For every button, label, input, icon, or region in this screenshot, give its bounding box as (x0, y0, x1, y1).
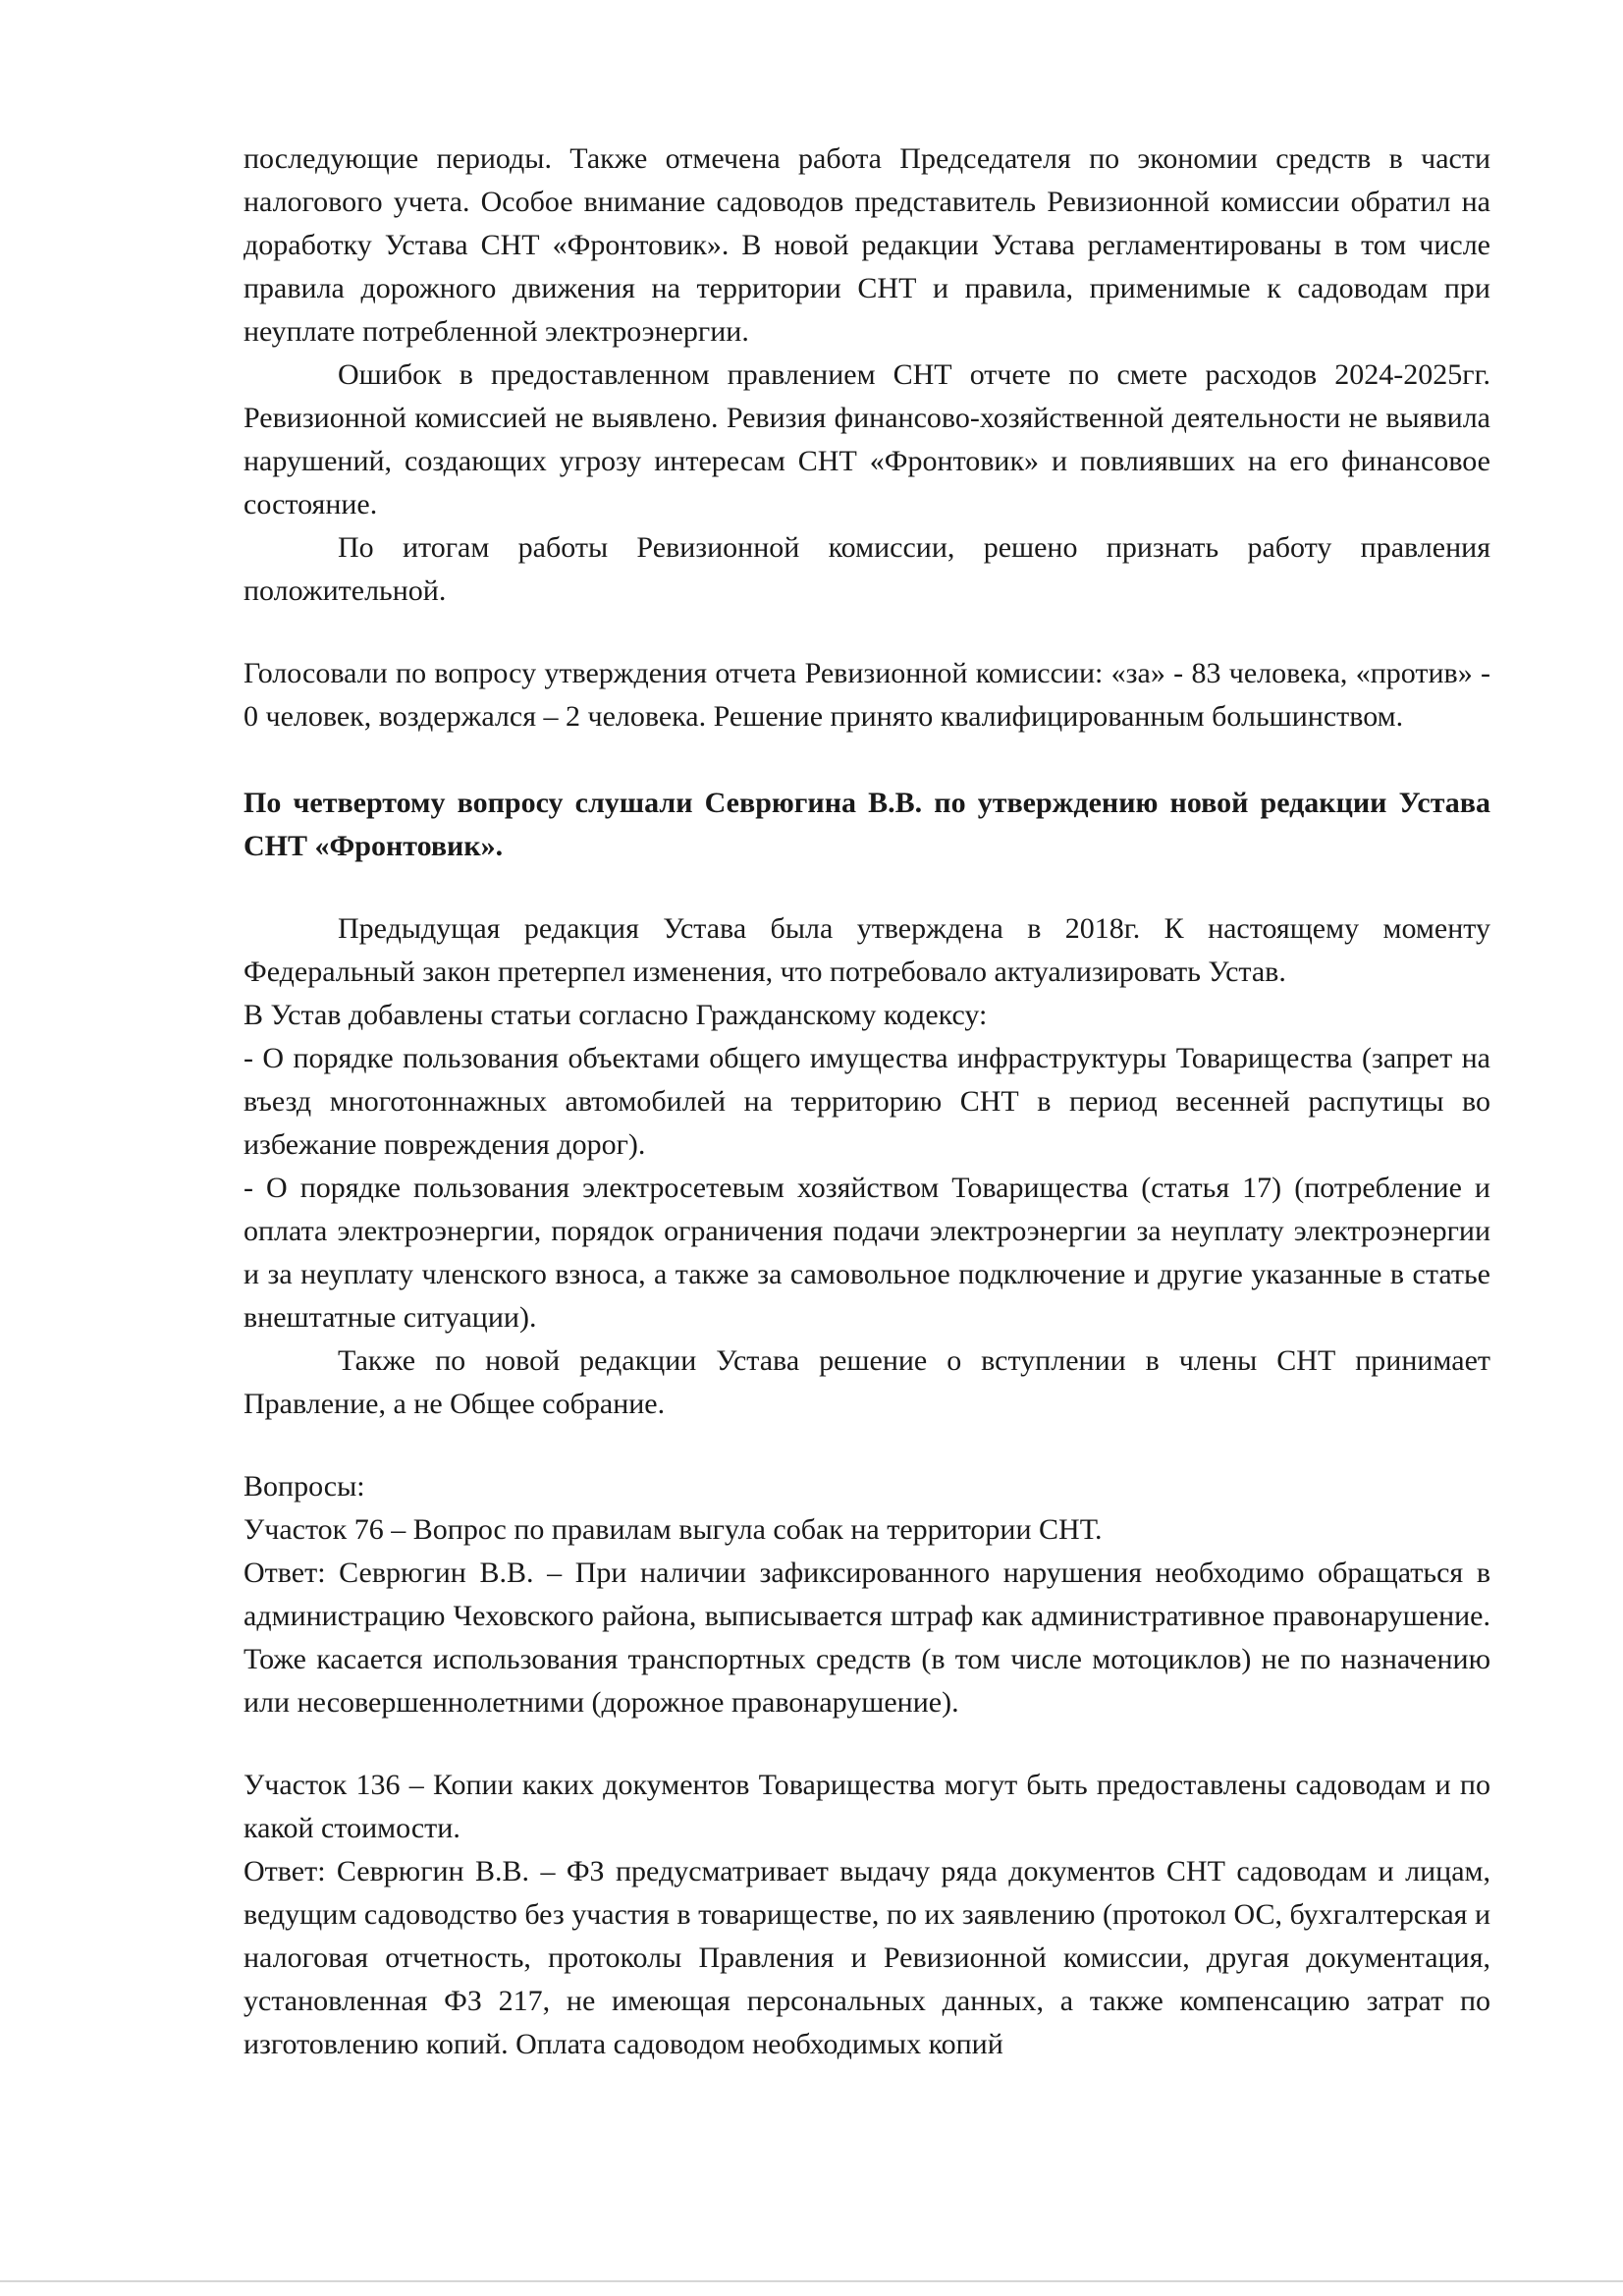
paragraph-membership-decision: Также по новой редакции Устава решение о вступлении в члены СНТ принимает Правление, а не Общее собрание. (243, 1344, 1490, 1420)
paragraph-revision-result: По итогам работы Ревизионной комиссии, решено признать работу правления положительной. (243, 531, 1490, 607)
paragraph-previous-charter: Предыдущая редакция Устава была утверждена в 2018г. К настоящему моменту Федеральный закон претерпел изменения, что потребовало актуализировать Устав. (243, 912, 1490, 988)
paragraph-no-errors: Ошибок в предоставленном правлением СНТ отчете по смете расходов 2024-2025гг. Ревизионной комиссией не выявлено. Ревизия финансово-хозяйственной деятельности не выявила нарушений, создающих угрозу интересам СНТ «Фронтовик» и повлиявших на его финансовое состояние. (243, 358, 1490, 520)
document-page (243, 137, 1490, 2066)
question-plot-136: Участок 136 – Копии каких документов Товарищества могут быть предоставлены садоводам и по какой стоимости. (243, 1769, 1490, 1844)
paragraph-articles-added: В Устав добавлены статьи согласно Гражданскому кодексу: (243, 999, 988, 1031)
questions-title: Вопросы: (243, 1470, 365, 1503)
answer-plot-136: Ответ: Севрюгин В.В. – ФЗ предусматривает выдачу ряда документов СНТ садоводам и лицам, ведущим садоводство без участия в товариществе, по их заявлению (протокол ОС, бухгалтерская и налоговая отчетность, протоколы Правления и Ревизионной комиссии, другая документация, установленная ФЗ 217, не имеющая персональных данных, а также компенсацию затрат по изготовлению копий. Оплата садоводом необходимых копий (243, 1855, 1491, 2060)
list-item-electric-grid: - О порядке пользования электросетевым хозяйством Товарищества (статья 17) (потребление и оплата электроэнергии, порядок ограничения подачи электроэнергии за неуплату электроэнергии и за неуплату членского взноса, а также за самовольное подключение и другие указанные в статье внештатные ситуации). (243, 1172, 1490, 1334)
paragraph-vote-result: Голосовали по вопросу утверждения отчета Ревизионной комиссии: «за» - 83 человека, «против» - 0 человек, воздержался – 2 человека. Решение принято квалифицированным большинством. (243, 657, 1490, 733)
answer-plot-76: Ответ: Севрюгин В.В. – При наличии зафиксированного нарушения необходимо обращаться в администрацию Чеховского района, выписывается штраф как административное правонарушение. Тоже касается использования транспортных средств (в том числе мотоциклов) не по назначению или несовершеннолетними (дорожное правонарушение). (243, 1557, 1490, 1719)
paragraph-revision-summary: последующие периоды. Также отмечена работа Председателя по экономии средств в части налогового учета. Особое внимание садоводов представитель Ревизионной комиссии обратил на доработку Устава СНТ «Фронтовик». В новой редакции Устава регламентированы в том числе правила дорожного движения на территории СНТ и правила, применимые к садоводам при неуплате потребленной электроэнергии. (243, 142, 1490, 348)
scan-edge-line (0, 2280, 1623, 2282)
question-plot-76: Участок 76 – Вопрос по правилам выгула собак на территории СНТ. (243, 1513, 1103, 1546)
list-item-infrastructure: - О порядке пользования объектами общего имущества инфраструктуры Товарищества (запрет на въезд многотоннажных автомобилей на территорию СНТ в период весенней распутицы во избежание повреждения дорог). (243, 1042, 1490, 1161)
section-heading-fourth-question: По четвертому вопросу слушали Севрюгина В.В. по утверждению новой редакции Устава СНТ «Фронтовик». (243, 787, 1490, 862)
